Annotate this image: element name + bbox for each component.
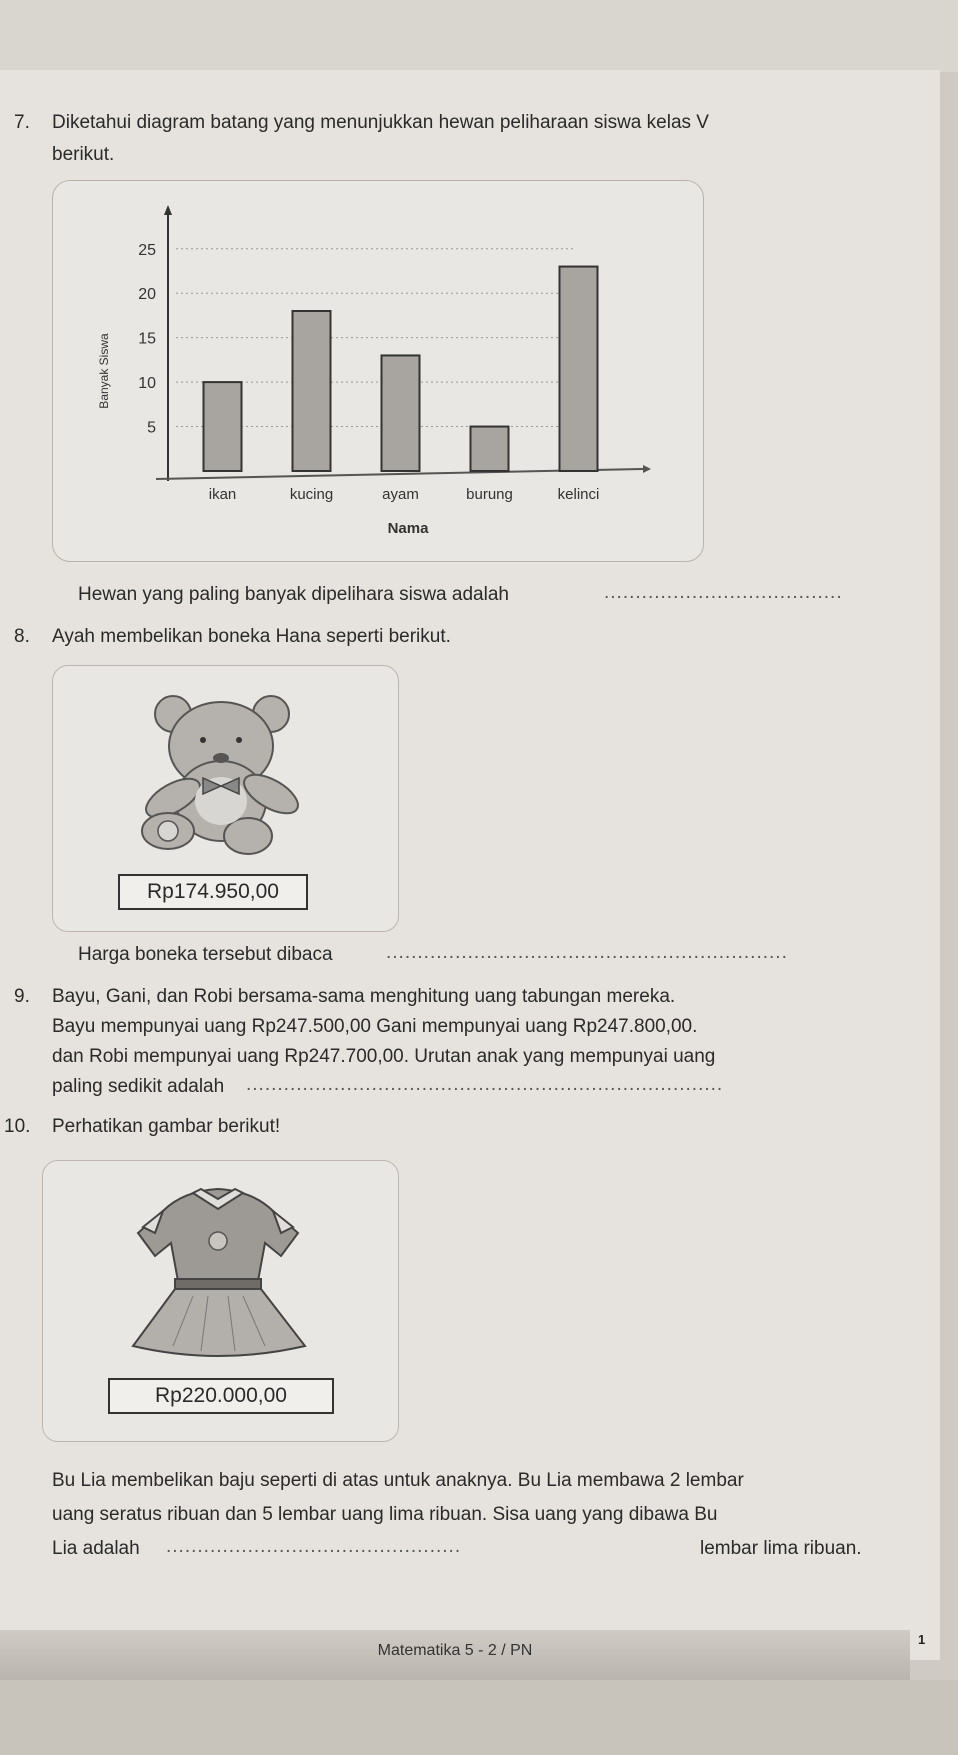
q9-line4: paling sedikit adalah: [52, 1076, 225, 1097]
q10-line2: uang seratus ribuan dan 5 lembar uang lima ribuan. Sisa uang yang dibawa Bu: [52, 1504, 718, 1525]
teddy-price-tag: Rp174.950,00: [118, 874, 308, 910]
page-number: 1: [918, 1632, 926, 1647]
x-tick-label: kelinci: [557, 486, 600, 503]
x-tick-label: ikan: [208, 486, 237, 503]
x-axis-arrow: [643, 465, 651, 473]
teddy-bear-image: [53, 666, 398, 866]
y-axis-arrow: [164, 205, 172, 215]
x-tick-label: burung: [466, 486, 513, 503]
dress-price-tag: Rp220.000,00: [108, 1378, 334, 1414]
q10-answer-blank[interactable]: ...............................................: [166, 1536, 462, 1557]
bar-kelinci: [560, 267, 598, 471]
q8-number: 8.: [14, 626, 30, 647]
q8-answer-blank[interactable]: ................................................................: [386, 942, 788, 963]
bar-chart: [53, 181, 703, 561]
page-bottom-edge: [0, 1680, 958, 1755]
q10-line3-end: lembar lima ribuan.: [700, 1538, 862, 1559]
bar-ikan: [204, 382, 242, 471]
bar-kucing: [293, 311, 331, 471]
y-tick-label: 15: [138, 330, 156, 348]
page-top-edge: [0, 0, 958, 72]
bar-burung: [471, 427, 509, 471]
q7-text-line2: berikut.: [52, 144, 115, 165]
y-tick-label: 10: [138, 375, 156, 393]
q10-number: 10.: [4, 1116, 31, 1137]
q9-line3: dan Robi mempunyai uang Rp247.700,00. Urutan anak yang mempunyai uang: [52, 1046, 716, 1067]
q7-text-line1: Diketahui diagram batang yang menunjukkan hewan peliharaan siswa kelas V: [52, 112, 709, 133]
q10-line1: Bu Lia membelikan baju seperti di atas untuk anaknya. Bu Lia membawa 2 lembar: [52, 1470, 744, 1491]
q7-number: 7.: [14, 112, 30, 133]
q7-answer-blank[interactable]: ......................................: [604, 582, 843, 603]
q9-number: 9.: [14, 986, 30, 1007]
q8-text: Ayah membelikan boneka Hana seperti berikut.: [52, 626, 451, 647]
y-tick-label: 5: [147, 419, 156, 437]
q7-question: Hewan yang paling banyak dipelihara siswa adalah: [78, 584, 509, 605]
bar-chart-frame: [52, 180, 704, 562]
x-tick-label: kucing: [289, 486, 334, 503]
y-tick-label: 25: [138, 241, 156, 259]
q9-line1: Bayu, Gani, dan Robi bersama-sama menghitung uang tabungan mereka.: [52, 986, 676, 1007]
y-axis-label: Banyak Siswa: [97, 333, 111, 409]
footer-text: Matematika 5 - 2 / PN: [377, 1642, 533, 1659]
x-axis-label: Nama: [387, 520, 429, 537]
q8-question: Harga boneka tersebut dibaca: [78, 944, 333, 965]
q9-line2: Bayu mempunyai uang Rp247.500,00 Gani mempunyai uang Rp247.800,00.: [52, 1016, 698, 1037]
q9-answer-blank[interactable]: ............................................................................: [246, 1074, 724, 1095]
y-tick-label: 20: [138, 286, 156, 304]
x-tick-label: ayam: [382, 486, 419, 503]
bar-ayam: [382, 355, 420, 471]
dress-image: [43, 1161, 398, 1371]
q10-line3-start: Lia adalah: [52, 1538, 140, 1559]
q10-text: Perhatikan gambar berikut!: [52, 1116, 281, 1137]
